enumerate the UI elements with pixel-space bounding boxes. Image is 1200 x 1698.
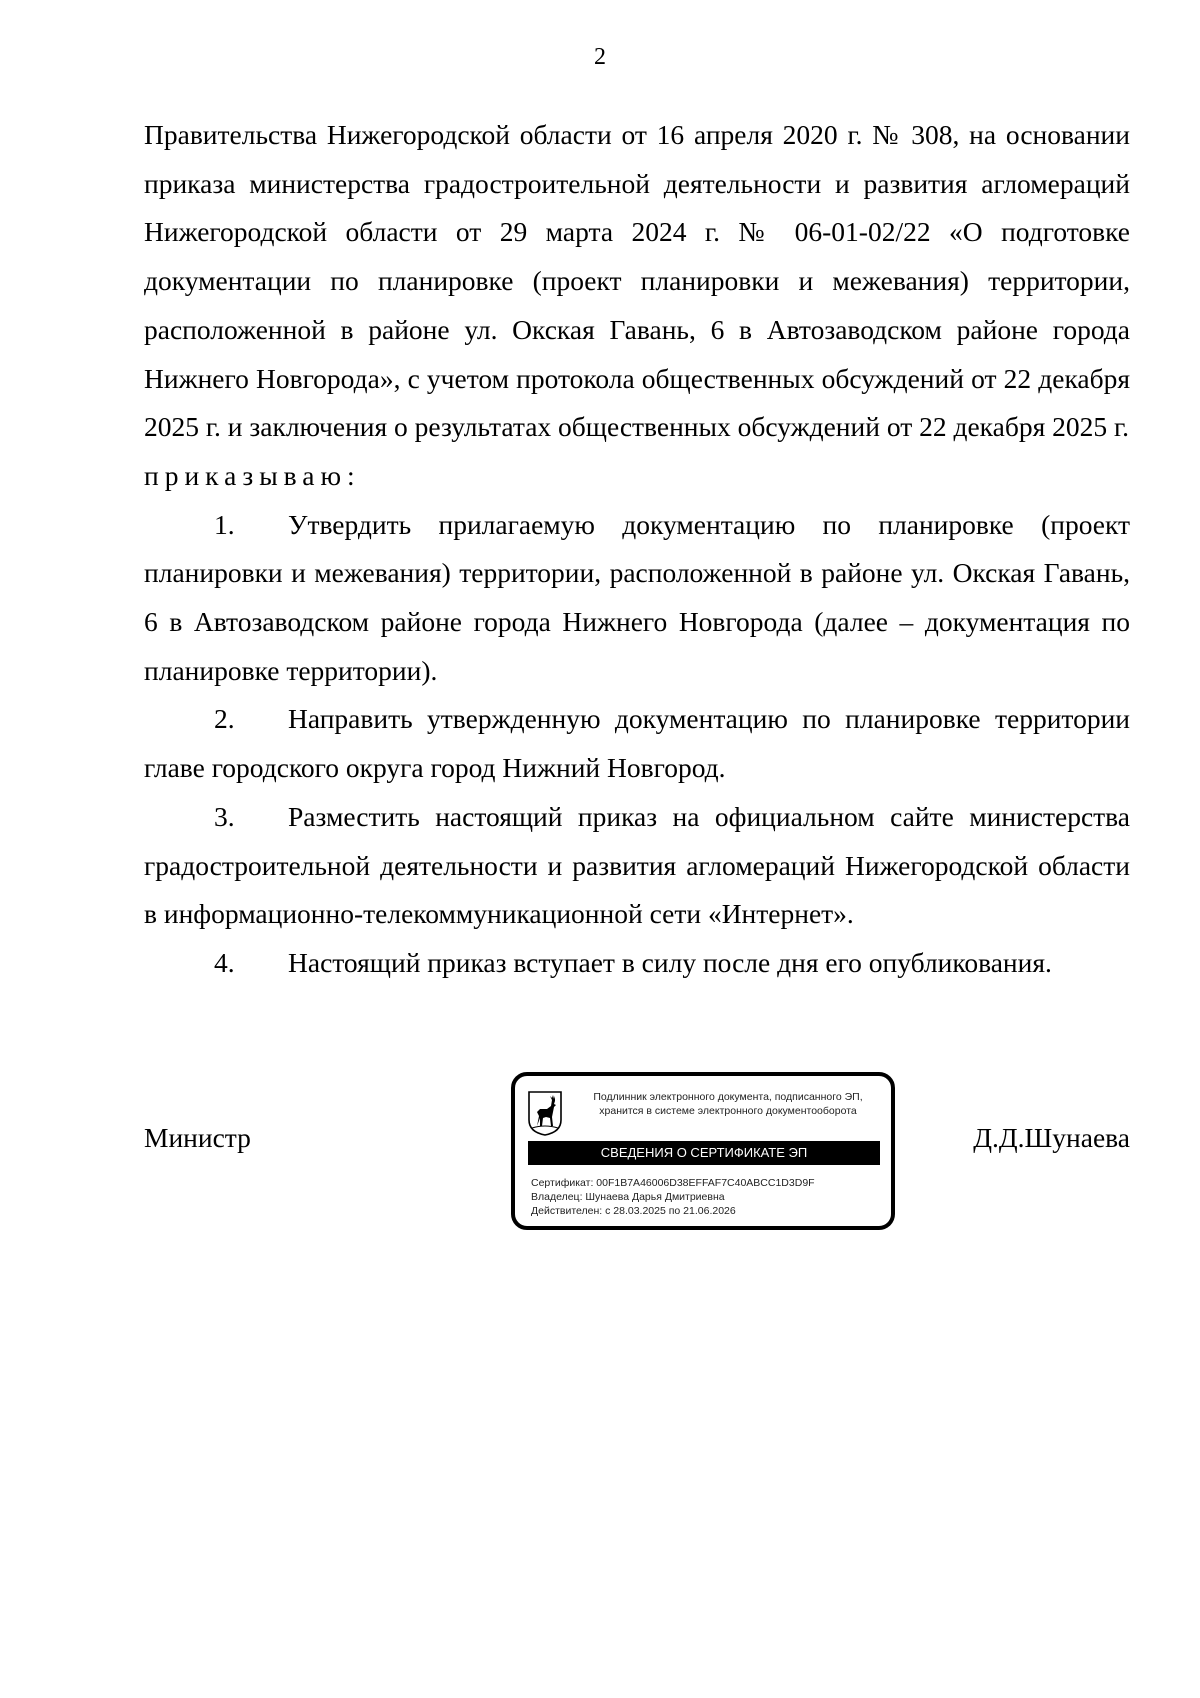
stamp-notice-line: Подлинник электронного документа, подписанного ЭП, xyxy=(593,1091,863,1103)
certificate-number: Сертификат: 00F1B7A46006D38EFFAF7C40ABCC1D3D9F xyxy=(531,1177,815,1189)
stamp-notice-line: хранится в системе электронного документооборота xyxy=(599,1105,857,1117)
item-number: 1. xyxy=(214,508,235,540)
stamp-header: СВЕДЕНИЯ О СЕРТИФИКАТЕ ЭП xyxy=(528,1141,880,1165)
signer-name: Д.Д.Шунаева xyxy=(973,1122,1130,1153)
order-item-4 xyxy=(144,939,1130,988)
item-number: 4. xyxy=(214,946,235,978)
certificate-owner: Владелец: Шунаева Дарья Дмитриевна xyxy=(531,1191,725,1203)
item-text: Утвердить прилагаемую документацию по планировке (проект планировки и межевания) территории, расположенной в районе ул. Окская Гавань, 6 в Автозаводском районе города Нижнего Новгорода (далее – документация по планировке территории). xyxy=(144,508,1130,686)
item-number: 2. xyxy=(214,703,235,735)
item-text: Направить утвержденную документацию по планировке территории главе городского округа город Нижний Новгород. xyxy=(144,703,1130,784)
deer-emblem-icon xyxy=(527,1090,563,1136)
page-number: 2 xyxy=(594,44,606,70)
order-word: приказываю: xyxy=(144,459,361,491)
order-item-2 xyxy=(144,695,1130,792)
stamp-details xyxy=(531,1176,815,1218)
stamp-notice xyxy=(573,1090,883,1118)
electronic-signature-stamp xyxy=(511,1072,895,1230)
intro-paragraph: Правительства Нижегородской области от 16 апреля 2020 г. № 308, на основании приказа министерства градостроительной деятельности и развития агломераций Нижегородской области от 29 марта 2024 г. № 06-01-02/22 «О подготовке документации по планировке (проект планировки и межевания) территории, расположенной в районе ул. Окская Гавань, 6 в Автозаводском районе города Нижнего Новгорода», с учетом протокола общественных обсуждений от 22 декабря 2025 г. и заключения о результатах общественных обсуждений от 22 декабря 2025 г. xyxy=(144,119,1130,443)
signer-position: Министр xyxy=(144,1122,251,1153)
item-text: Настоящий приказ вступает в силу после дня его опубликования. xyxy=(288,946,1052,978)
order-item-3 xyxy=(144,793,1130,939)
item-number: 3. xyxy=(214,800,235,832)
order-item-1 xyxy=(144,501,1130,696)
item-text: Разместить настоящий приказ на официальном сайте министерства градостроительной деятельности и развития агломераций Нижегородской области в информационно-телекоммуникационной сети «Интернет». xyxy=(144,800,1130,930)
document-body xyxy=(144,111,1130,988)
certificate-validity: Действителен: с 28.03.2025 по 21.06.2026 xyxy=(531,1205,736,1217)
